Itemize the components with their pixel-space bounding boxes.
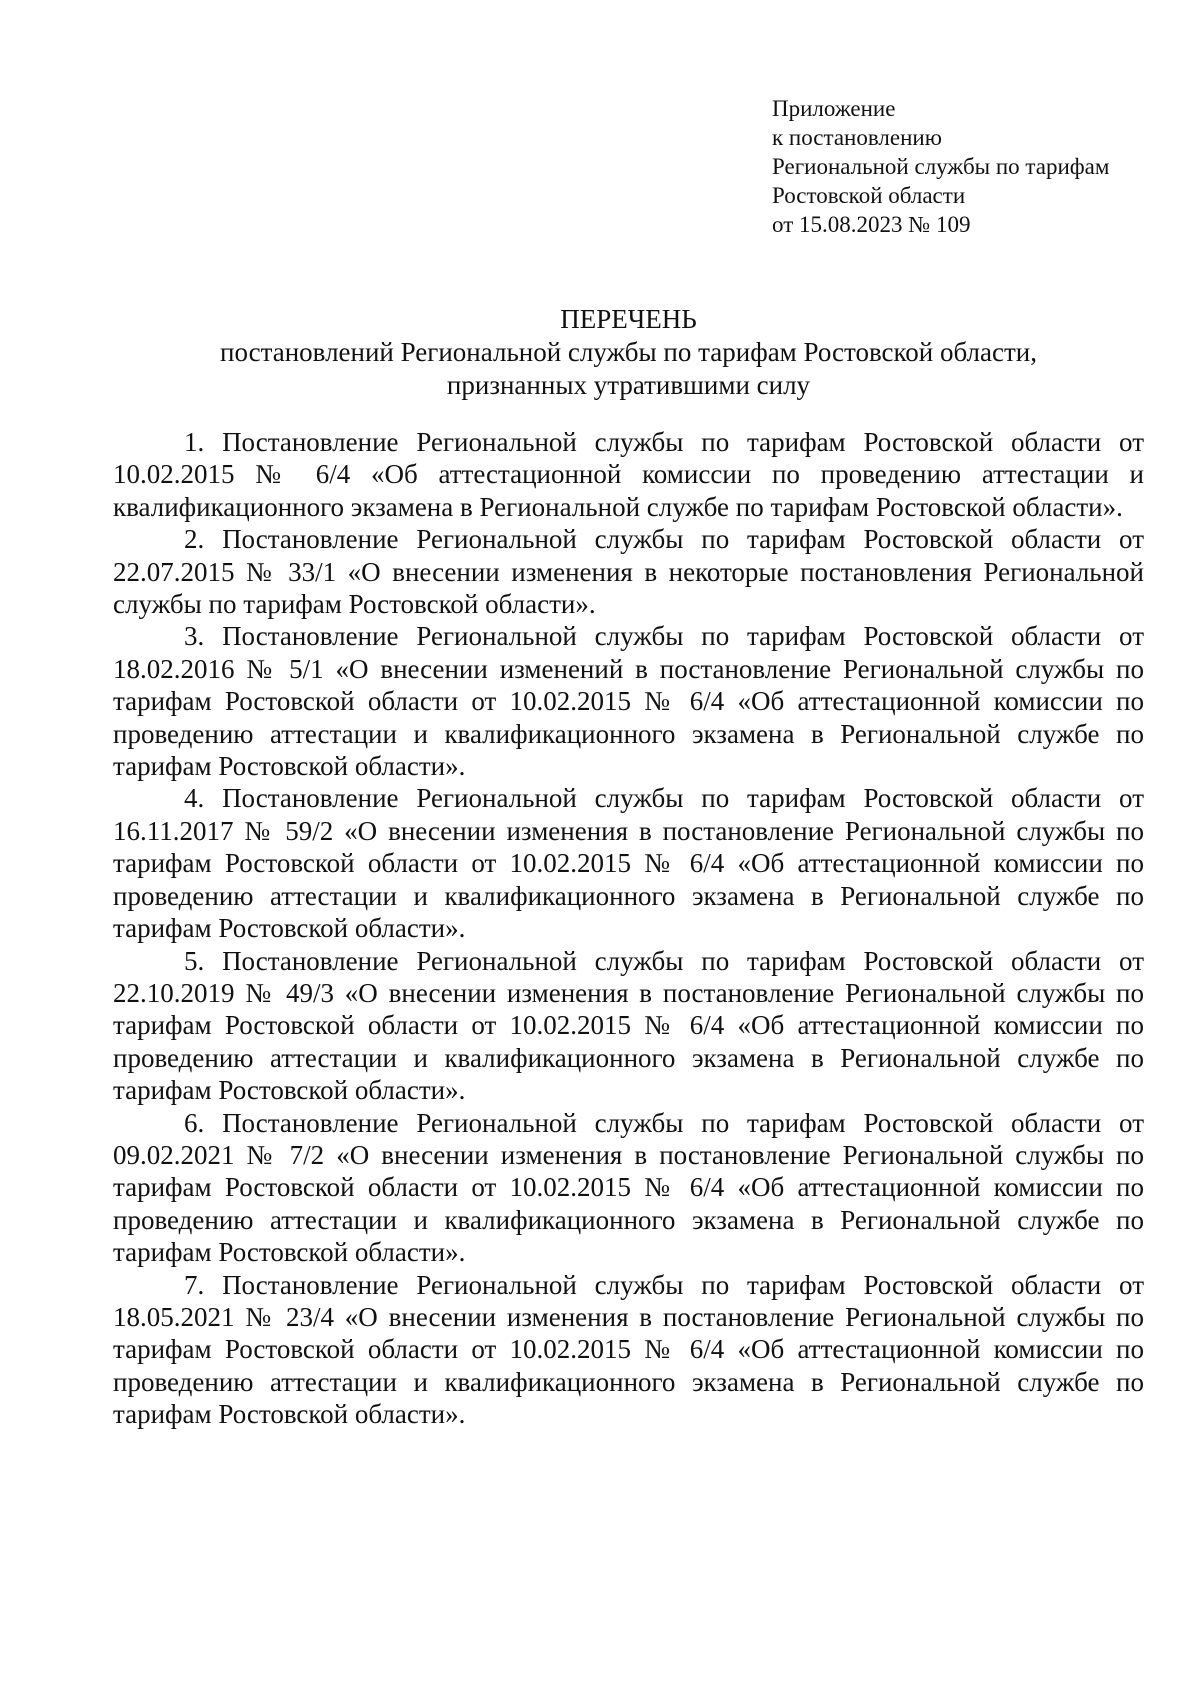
title-subtitle-line: постановлений Региональной службы по тарифам Ростовской области,: [220, 337, 1037, 367]
list-item: 7. Постановление Региональной службы по тарифам Ростовской области от 18.05.2021 № 23/4 «О внесении изменения в постановление Региональной службы по тарифам Ростовской области от 10.02.2015 № 6/4 «Об аттестационной комиссии по проведению аттестации и квалификационного экзамена в Региональной службе по тарифам Ростовской области».: [113, 1269, 1144, 1430]
list-item: 2. Постановление Региональной службы по тарифам Ростовской области от 22.07.2015 № 33/1 «О внесении изменения в некоторые постановления Региональной службы по тарифам Ростовской области».: [113, 524, 1144, 620]
list-item: 1. Постановление Региональной службы по тарифам Ростовской области от 10.02.2015 № 6/4 «Об аттестационной комиссии по проведению аттестации и квалификационного экзамена в Региональной службе по тарифам Ростовской области».: [113, 427, 1144, 522]
document-title: [113, 303, 1144, 402]
list-item: 4. Постановление Региональной службы по тарифам Ростовской области от 16.11.2017 № 59/2 «О внесении изменения в постановление Региональной службы по тарифам Ростовской области от 10.02.2015 № 6/4 «Об аттестационной комиссии по проведению аттестации и квалификационного экзамена в Региональной службе по тарифам Ростовской области».: [113, 783, 1144, 944]
appendix-line: Региональной службы по тарифам: [772, 154, 1110, 179]
list-item: 3. Постановление Региональной службы по тарифам Ростовской области от 18.02.2016 № 5/1 «О внесении изменений в постановление Региональной службы по тарифам Ростовской области от 10.02.2015 № 6/4 «Об аттестационной комиссии по проведению аттестации и квалификационного экзамена в Региональной службе по тарифам Ростовской области».: [113, 621, 1144, 782]
title-subtitle-line: признанных утратившими силу: [446, 370, 811, 400]
list-item: 6. Постановление Региональной службы по тарифам Ростовской области от 09.02.2021 № 7/2 «О внесении изменения в постановление Региональной службы по тарифам Ростовской области от 10.02.2015 № 6/4 «Об аттестационной комиссии по проведению аттестации и квалификационного экзамена в Региональной службе по тарифам Ростовской области».: [113, 1107, 1144, 1268]
title-heading: ПЕРЕЧЕНЬ: [560, 304, 697, 334]
appendix-line: к постановлению: [772, 125, 942, 150]
resolutions-list: [113, 426, 1144, 1431]
appendix-header: [772, 94, 1172, 239]
appendix-line: Ростовской области: [772, 183, 966, 208]
appendix-line: Приложение: [772, 96, 896, 121]
appendix-date-number: от 15.08.2023 № 109: [772, 212, 971, 237]
list-item: 5. Постановление Региональной службы по тарифам Ростовской области от 22.10.2019 № 49/3 «О внесении изменения в постановление Региональной службы по тарифам Ростовской области от 10.02.2015 № 6/4 «Об аттестационной комиссии по проведению аттестации и квалификационного экзамена в Региональной службе по тарифам Ростовской области».: [113, 945, 1144, 1106]
